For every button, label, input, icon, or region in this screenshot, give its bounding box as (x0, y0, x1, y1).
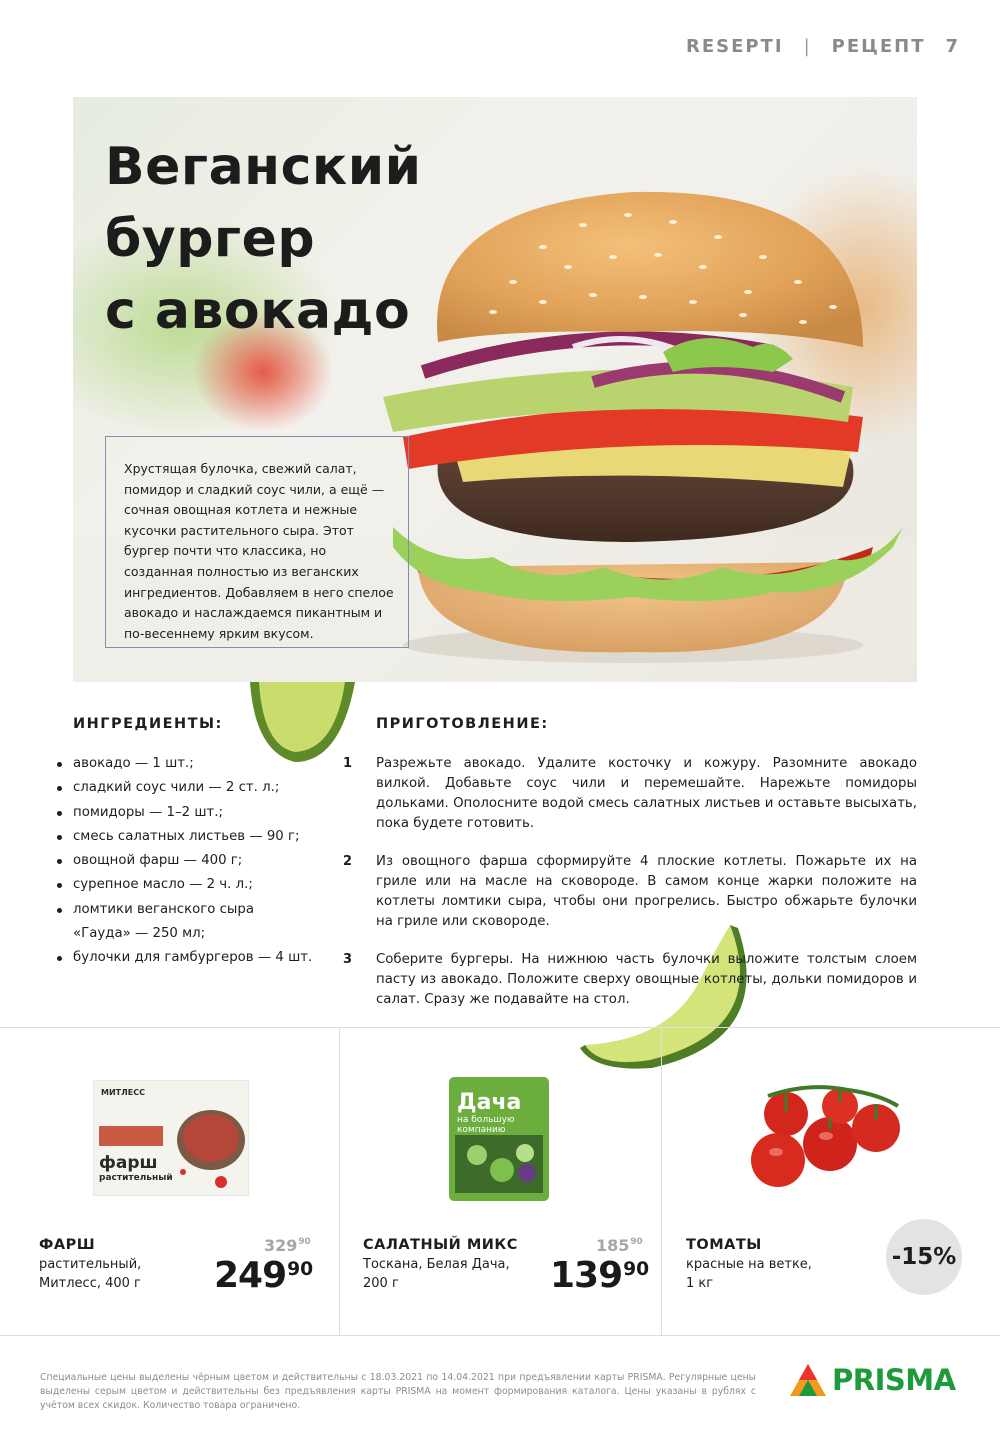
divider (661, 1027, 662, 1335)
package-brand: МИТЛЕСС (101, 1088, 145, 1097)
preparation-title: ПРИГОТОВЛЕНИЕ: (376, 716, 549, 732)
header-separator: | (803, 36, 812, 57)
new-price-main: 249 (214, 1255, 287, 1296)
ingredients-list (55, 752, 315, 971)
recipe-title-line: бургер (105, 209, 316, 269)
package-sub: растительный (99, 1173, 173, 1183)
prisma-logo-triangle-icon (790, 1364, 826, 1396)
step-item (340, 950, 917, 1010)
new-price-cents: 90 (623, 1258, 650, 1280)
divider (339, 1027, 340, 1335)
step-number: 1 (343, 756, 353, 771)
package-sub: компанию (457, 1125, 506, 1135)
new-price (214, 1255, 313, 1296)
footer-disclaimer: Специальные цены выделены чёрным цветом и действительны с 18.03.2021 по 14.04.2021 при предъявлении карты PRISMA. Регулярные цены выделены серым цветом и действительны без предъявления карты PRISMA на момент формирования каталога. Цены указаны в рублях с учётом всех скидок. Количество товара ограничено. (40, 1372, 756, 1411)
old-price (264, 1236, 311, 1255)
list-item: сладкий соус чили — 2 ст. л.; (55, 776, 315, 800)
prisma-logo (790, 1363, 956, 1397)
list-item: авокадо — 1 шт.; (55, 752, 315, 776)
tomatoes-image (748, 1082, 908, 1192)
divider (0, 1335, 1000, 1336)
package-label: фарш (99, 1153, 158, 1173)
new-price-main: 139 (550, 1255, 623, 1296)
old-price-main: 329 (264, 1236, 298, 1255)
new-price (550, 1255, 649, 1296)
section-label-fi: RESEPTI (685, 36, 784, 57)
step-item (340, 754, 917, 834)
salad-mix-package-image (447, 1075, 551, 1203)
page-header (686, 36, 960, 57)
product-description: Тоскана, Белая Дача, 200 г (363, 1257, 510, 1291)
intro-box (105, 436, 409, 648)
product-description: красные на ветке, 1 кг (686, 1257, 812, 1291)
product-description: растительный, Митлесс, 400 г (39, 1257, 142, 1291)
list-item: ломтики веганского сыра «Гауда» — 250 мл; (55, 898, 315, 947)
recipe-title-line: с авокадо (105, 281, 411, 341)
hero-section (73, 97, 917, 682)
discount-badge: -15% (886, 1219, 962, 1295)
list-item: смесь салатных листьев — 90 г; (55, 825, 315, 849)
old-price-cents: 90 (298, 1237, 311, 1248)
step-text: Разрежьте авокадо. Удалите косточку и кожуру. Разомните авокадо вилкой. Добавьте соус чили и перемешайте. Нарежьте помидоры дольками. Ополосните водой смесь салатных листьев и оставьте высыхать, пока будете готовить. (376, 756, 917, 831)
step-number: 3 (343, 952, 353, 967)
recipe-title-line: Веганский (105, 137, 422, 197)
old-price-main: 185 (596, 1236, 630, 1255)
step-number: 2 (343, 854, 353, 869)
ingredients-title: ИНГРЕДИЕНТЫ: (73, 716, 223, 732)
section-label-ru: РЕЦЕПТ (831, 36, 926, 57)
step-text: Соберите бургеры. На нижнюю часть булочки выложите толстым слоем пасту из авокадо. Положите сверху овощные котлеты, дольки помидоров и салат. Сразу же подавайте на стол. (376, 952, 917, 1007)
new-price-cents: 90 (287, 1258, 314, 1280)
list-item: овощной фарш — 400 г; (55, 849, 315, 873)
package-sub: на большую (457, 1115, 515, 1125)
product-name: ФАРШ (39, 1237, 96, 1253)
old-price-cents: 90 (630, 1237, 643, 1248)
package-brand: Дача (457, 1090, 522, 1115)
list-item: булочки для гамбургеров — 4 шт. (55, 946, 315, 970)
divider (0, 1027, 1000, 1028)
page-number: 7 (945, 36, 960, 57)
product-name: ТОМАТЫ (686, 1237, 762, 1253)
list-item: помидоры — 1–2 шт.; (55, 801, 315, 825)
recipe-intro: Хрустящая булочка, свежий салат, помидор и сладкий соус чили, а ещё — сочная овощная котлета и нежные кусочки растительного сыра. Этот бургер почти что классика, но созданная полностью из веганских ингредиентов. Добавляем в него спелое авокадо и наслаждаемся пикантным и по-весеннему ярким вкусом. (124, 461, 394, 641)
recipe-title (105, 131, 465, 347)
list-item: сурепное масло — 2 ч. л.; (55, 873, 315, 897)
old-price (596, 1236, 643, 1255)
prisma-logo-text: PRISMA (832, 1363, 956, 1397)
preparation-steps (340, 754, 917, 1028)
step-text: Из овощного фарша сформируйте 4 плоские котлеты. Пожарьте их на гриле или на масле на сковороде. В самом конце жарки положите на котлеты ломтики сыра, чтобы они прогрелись. Быстро обжарьте булочки на гриле или сковороде. (376, 854, 917, 929)
meatless-mince-package-image (93, 1080, 249, 1196)
product-name: САЛАТНЫЙ МИКС (363, 1237, 518, 1253)
step-item (340, 852, 917, 932)
